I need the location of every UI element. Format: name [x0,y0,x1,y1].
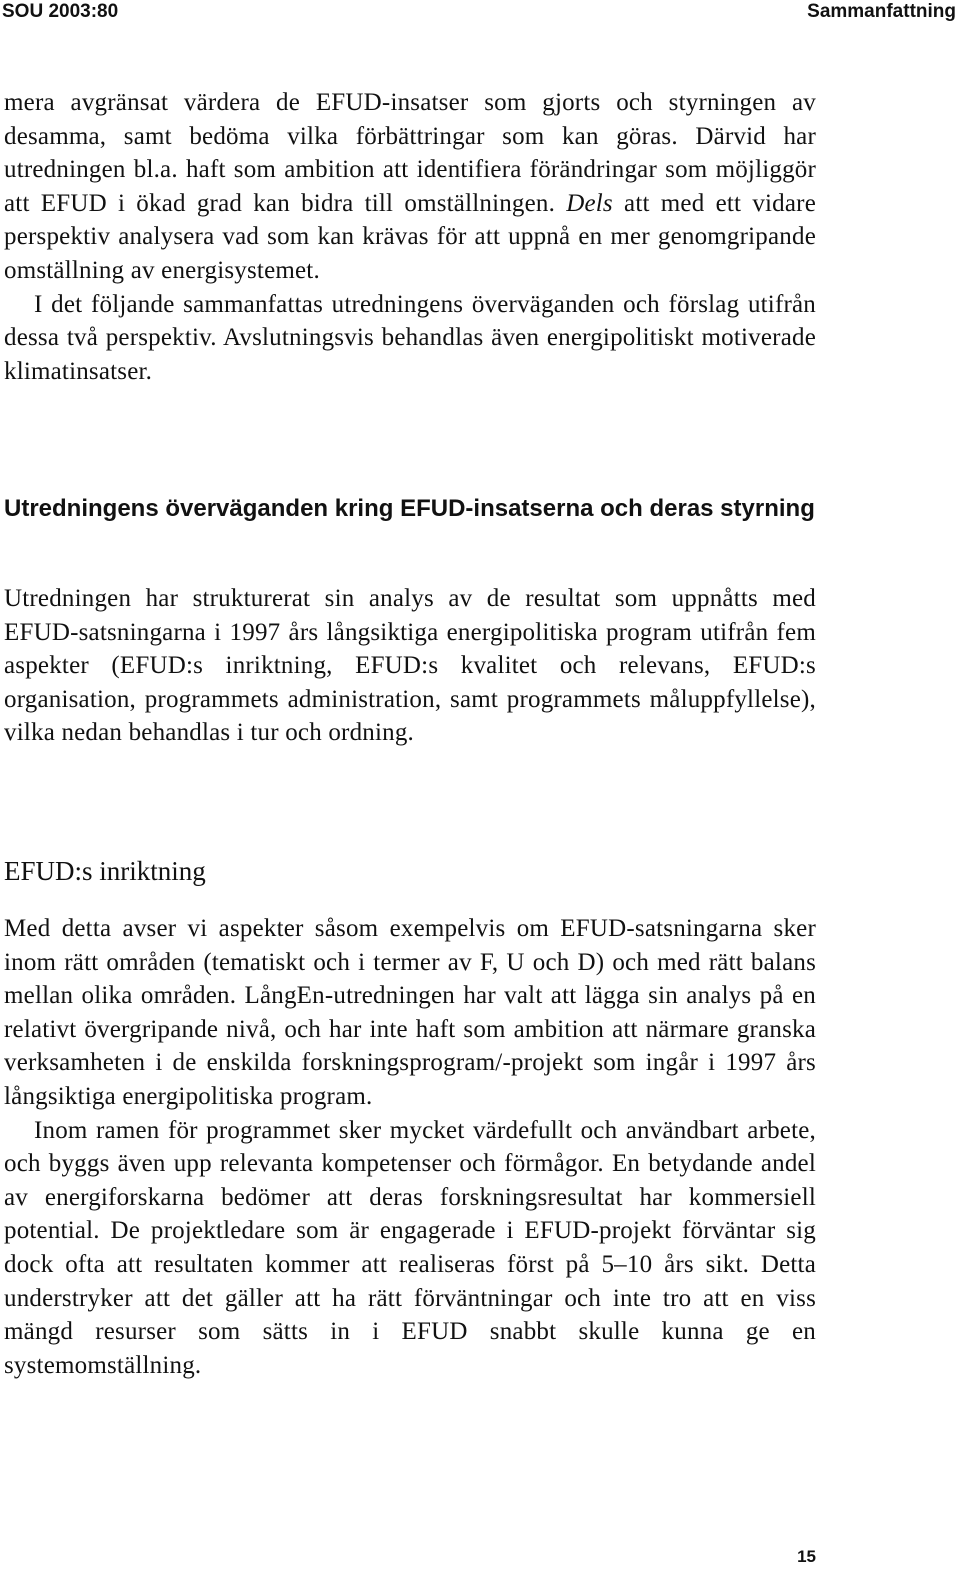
section1-text [4,582,816,750]
section2-paragraph-1: Med detta avser vi aspekter såsom exempelvis om EFUD-satsningarna sker inom rätt områden (tematiskt och i termer av F, U och D) och med rätt balans mellan olika områden. LångEn-utredningen har valt att lägga sin analys på en relativt övergripande nivå, och har inte haft som ambition att närmare granska verksamheten i de enskilda forskningsprogram/-projekt som ingår i 1997 års långsiktiga energipolitiska program. [4,915,816,1110]
intro-paragraph-2: I det följande sammanfattas utredningens överväganden och förslag utifrån dessa två perspektiv. Avslutningsvis behandlas även energipolitiskt motiverade klimatinsatser. [4,290,816,385]
page-number: 15 [797,1547,816,1566]
section2-paragraph-2: Inom ramen för programmet sker mycket värdefullt och användbart arbete, och byggs även upp relevanta kompetenser och förmågor. En betydande andel av energiforskarna bedömer att deras forskningsresultat har kommersiell potential. De projektledare som är engagerade i EFUD-projekt förväntar sig dock ofta att resultaten kommer att realiseras först på 5–10 års sikt. Detta understryker att det gäller att ha rätt förväntningar och inte tro att en viss mängd resurser som sätts in i EFUD snabbt skulle kunna ge en systemomställning. [4,1116,816,1379]
report-id: SOU 2003:80 [2,1,119,22]
intro-text [4,86,816,388]
intro-paragraph-1: mera avgränsat värdera de EFUD-insatser som gjorts och styrningen av desamma, samt bedöma vilka förbättringar som kan göras. Därvid har utredningen bl.a. haft som ambition att identifiera förändringar som möjliggör att EFUD i ökad grad kan bidra till omställningen. Dels att med ett vidare perspektiv analysera vad som kan krävas för att uppnå en mer genomgripande omställning av energisystemet. [4,89,816,284]
section2-text [4,912,816,1382]
section-heading-efud-insatser: Utredningens överväganden kring EFUD-insatserna och deras styrning [4,495,815,522]
chapter-title: Sammanfattning [807,1,956,22]
running-header [0,0,960,26]
emphasis-dels: Dels [566,189,613,217]
subheading-efud-inriktning: EFUD:s inriktning [4,856,206,886]
section1-paragraph-1: Utredningen har strukturerat sin analys av de resultat som uppnåtts med EFUD-satsningarna i 1997 års långsiktiga energipolitiska program utifrån fem aspekter (EFUD:s inriktning, EFUD:s kvalitet och relevans, EFUD:s organisation, programmets administration, samt programmets måluppfyllelse), vilka nedan behandlas i tur och ordning. [4,585,816,747]
